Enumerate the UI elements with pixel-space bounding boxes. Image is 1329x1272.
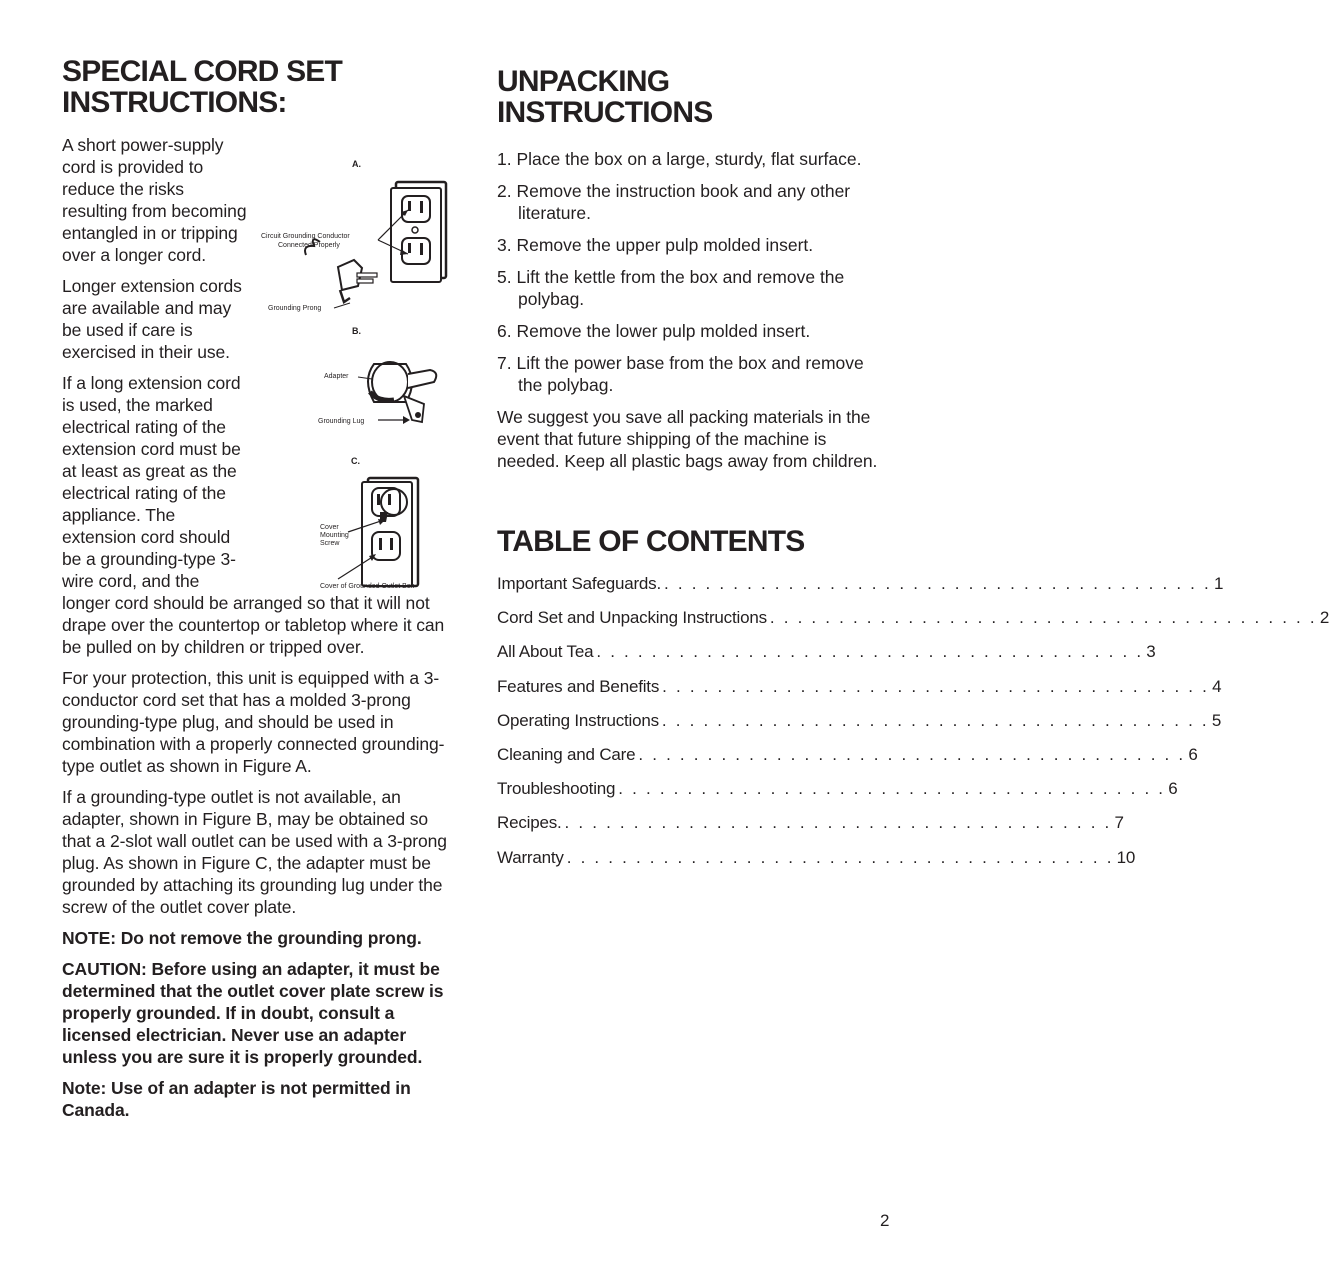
- outlet-c-illustration: [338, 478, 418, 586]
- figure-c-label: C.: [351, 456, 360, 466]
- adapter-caution: CAUTION: Before using an adapter, it must be determined that the outlet cover plate screw is properly grounded. If in doubt, consult a licensed electrician. Never use an adapter unless you are sure it is properly grounded.: [62, 959, 444, 1067]
- figure-c-screw-line1: Cover: [320, 524, 339, 531]
- toc-entry-page: 6: [1168, 779, 1178, 799]
- cord-paragraph-5: If a grounding-type outlet is not available, an adapter, shown in Figure B, may be obtained so that a 2-slot wall outlet can be used with a 3-prong plug. As shown in Figure C, the adapter must be grounded by attaching its grounding lug under the screw of the outlet cover plate.: [62, 787, 447, 917]
- figure-a-label: A.: [352, 159, 361, 169]
- toc-entry-label: Cleaning and Care: [497, 744, 636, 764]
- grounding-diagram: [258, 120, 458, 590]
- toc-entry-page: 3: [1146, 642, 1156, 662]
- toc-entry-label: Recipes.: [497, 813, 562, 833]
- toc-entry[interactable]: [497, 573, 1224, 607]
- figure-c-screw-line2: Mounting: [320, 532, 349, 539]
- grounding-figures: [258, 120, 458, 590]
- list-item: 6. Remove the lower pulp molded insert.: [497, 321, 811, 341]
- list-item: 7. Lift the power base from the box and remove the polybag.: [497, 353, 864, 395]
- toc-entry-page: 2: [1319, 608, 1329, 628]
- toc-entry[interactable]: [497, 710, 1222, 744]
- toc-entry[interactable]: [497, 676, 1222, 710]
- toc-entry[interactable]: [497, 744, 1198, 778]
- toc-entry-label: Troubleshooting: [497, 779, 616, 799]
- toc-entry-label: Features and Benefits: [497, 676, 660, 696]
- special-cord-title: SPECIAL CORD SET INSTRUCTIONS:: [62, 55, 343, 119]
- toc-entry-page: 5: [1211, 710, 1222, 730]
- table-of-contents: [497, 573, 1329, 881]
- list-item: 1. Place the box on a large, sturdy, flat surface.: [497, 149, 862, 169]
- cord-paragraph-1: A short power-supply cord is provided to reduce the risks resulting from becoming entangled in or tripping over a longer cord.: [62, 135, 247, 265]
- toc-entry-page: 6: [1188, 744, 1198, 764]
- toc-entry-label: Warranty: [497, 847, 564, 867]
- right-column: [497, 65, 1329, 881]
- figure-a-caption-line1: Circuit Grounding Conductor: [261, 233, 350, 240]
- special-cord-section: [62, 56, 458, 1130]
- toc-leader: . . . . . . . . . . . . . . . . . . . . . . . . . . . . . . . . . . . . . . . .: [618, 779, 1166, 799]
- toc-leader: . . . . . . . . . . . . . . . . . . . . . . . . . . . . . . . . . . . . . . . .: [664, 574, 1211, 593]
- toc-leader: . . . . . . . . . . . . . . . . . . . . . . . . . . . . . . . . . . . . . . . .: [638, 744, 1186, 764]
- toc-leader: . . . . . . . . . . . . . . . . . . . . . . . . . . . . . . . . . . . . . . . .: [566, 847, 1114, 867]
- page-number: 2: [880, 1211, 890, 1230]
- toc-leader: . . . . . . . . . . . . . . . . . . . . . . . . . . . . . . . . . . . . . . . .: [662, 676, 1210, 696]
- packing-suggestion: We suggest you save all packing materials in the event that future shipping of the machine is needed. Keep all plastic bags away from children.: [497, 407, 878, 471]
- figure-a-prong-label: Grounding Prong: [268, 305, 322, 312]
- figure-a-caption-line2: Connected Properly: [278, 242, 340, 249]
- toc-entry-label: Cord Set and Unpacking Instructions: [497, 608, 767, 628]
- cord-paragraph-3: If a long extension cord is used, the marked electrical rating of the extension cord must be at least as great as the electrical rating of the appliance. The extension cord should be a grounding-type 3-wire cord, and the longer cord should be arranged so that it will not drape over the countertop or tabletop where it can be pulled on by children or tripped over.: [62, 373, 445, 657]
- figure-b-label: B.: [352, 326, 361, 336]
- canada-note: Note: Use of an adapter is not permitted in Canada.: [62, 1078, 411, 1120]
- figure-c-box-label: Cover of Grounded Outlet Box: [320, 583, 415, 590]
- toc-entry-label: Operating Instructions: [497, 710, 659, 730]
- figure-b-adapter-label: Adapter: [324, 373, 349, 380]
- adapter-illustration: [358, 362, 436, 424]
- toc-leader: . . . . . . . . . . . . . . . . . . . . . . . . . . . . . . . . . . . . . . . .: [661, 710, 1209, 730]
- figure-b-lug-label: Grounding Lug: [318, 418, 365, 425]
- toc-title: TABLE OF CONTENTS: [497, 525, 805, 558]
- toc-entry-page: 4: [1212, 676, 1222, 696]
- toc-entry[interactable]: [497, 847, 1136, 881]
- list-item: 2. Remove the instruction book and any other literature.: [497, 181, 851, 223]
- unpacking-steps: [497, 148, 883, 396]
- cord-paragraph-2: Longer extension cords are available and may be used if care is exercised in their use.: [62, 276, 242, 362]
- toc-entry-page: 10: [1116, 847, 1136, 867]
- toc-entry[interactable]: [497, 812, 1124, 846]
- toc-entry-label: All About Tea: [497, 642, 594, 662]
- toc-entry-page: 7: [1114, 813, 1124, 833]
- toc-entry[interactable]: [497, 641, 1156, 675]
- toc-leader: . . . . . . . . . . . . . . . . . . . . . . . . . . . . . . . . . . . . . . . .: [596, 642, 1144, 662]
- toc-entry[interactable]: [497, 778, 1178, 812]
- toc-leader: . . . . . . . . . . . . . . . . . . . . . . . . . . . . . . . . . . . . . . . .: [769, 608, 1317, 628]
- toc-entry-page: 1: [1213, 574, 1224, 593]
- toc-entry-label: Important Safeguards.: [497, 574, 662, 593]
- list-item: 3. Remove the upper pulp molded insert.: [497, 235, 814, 255]
- grounding-prong-note: NOTE: Do not remove the grounding prong.: [62, 928, 422, 948]
- cord-paragraph-4: For your protection, this unit is equipped with a 3-conductor cord set that has a molded 3-prong grounding-type plug, and should be used in combination with a properly connected grounding-type outlet as shown in Figure A.: [62, 668, 445, 776]
- figure-c-screw-line3: Screw: [320, 540, 340, 547]
- unpacking-title: UNPACKING INSTRUCTIONS: [497, 65, 713, 129]
- toc-entry[interactable]: [497, 607, 1329, 641]
- list-item: 5. Lift the kettle from the box and remove the polybag.: [497, 267, 845, 309]
- toc-leader: . . . . . . . . . . . . . . . . . . . . . . . . . . . . . . . . . . . . . . . .: [564, 813, 1112, 833]
